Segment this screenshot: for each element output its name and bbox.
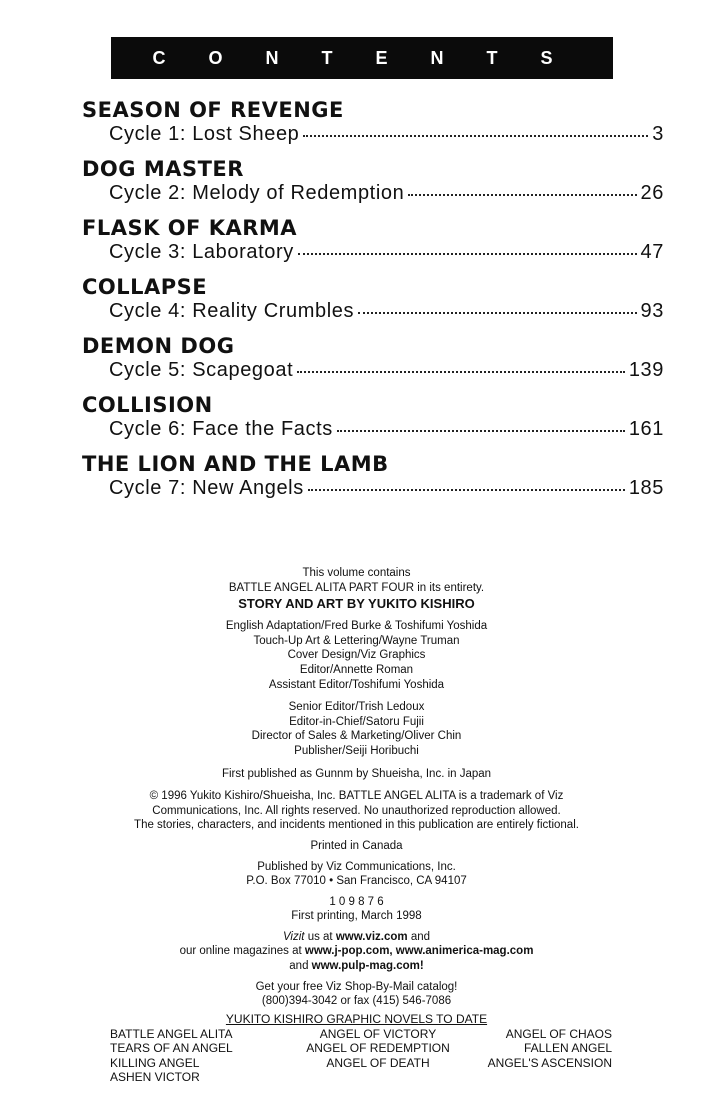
page-number: 185 [628,477,664,499]
novel-title: ANGEL OF DEATH [326,1055,430,1070]
staff-credit: Editor/Annette Roman [299,663,414,676]
table-of-contents [82,98,664,511]
phone-line: (800)394-3042 or fax (415) 546-7086 [261,995,452,1008]
toc-entry [109,240,664,264]
page-number: 93 [640,300,664,322]
section-title: DOG MASTER [82,157,244,181]
copyright-line: Communications, Inc. All rights reserved. No unauthorized reproduction allowed. [152,804,561,817]
story-art-credit: STORY AND ART BY YUKITO KISHIRO [238,596,475,612]
copyright-line: © 1996 Yukito Kishiro/Shueisha, Inc. BATTLE ANGEL ALITA is a trademark of Viz [149,790,564,803]
novels-heading: YUKITO KISHIRO GRAPHIC NOVELS TO DATE [225,1012,488,1026]
staff-credit: Senior Editor/Trish Ledoux [288,701,425,714]
section-title: THE LION AND THE LAMB [82,452,389,476]
copyright-line: The stories, characters, and incidents mentioned in this publication are entirely fictional. [134,819,579,832]
catalog-line: Get your free Viz Shop-By-Mail catalog! [255,980,458,993]
magazine-urls[interactable]: www.j-pop.com, www.animerica-mag.com [304,945,534,958]
credits-intro: BATTLE ANGEL ALITA PART FOUR in its entirety. [228,581,485,594]
page-number: 47 [640,241,664,263]
first-published: First published as Gunnm by Shueisha, Inc. in Japan [221,767,492,780]
staff-credit: Publisher/Seiji Horibuchi [294,744,419,757]
publisher-line: Published by Viz Communications, Inc. [257,860,456,873]
novel-title: ANGEL OF CHAOS [505,1027,612,1041]
viz-url[interactable]: www.viz.com [335,930,408,943]
printed-in: Printed in Canada [310,839,403,852]
pulp-url[interactable]: www.pulp-mag.com! [311,960,424,973]
first-printing: First printing, March 1998 [291,910,422,923]
credits-block [0,566,713,1009]
pulp-line: and www.pulp-mag.com! [289,960,424,973]
cycle-title: Cycle 3: Laboratory [109,241,294,263]
section-title: DEMON DOG [82,334,235,358]
staff-credit: Editor-in-Chief/Satoru Fujii [289,715,424,728]
staff-credit: Cover Design/Viz Graphics [287,649,426,662]
page-number: 3 [652,123,664,145]
dot-leader [303,135,648,137]
toc-entry [109,358,664,382]
cycle-title: Cycle 1: Lost Sheep [109,123,300,145]
dot-leader [297,371,625,373]
printing-numbers: 1 0 9 8 7 6 [329,895,384,908]
cycle-title: Cycle 7: New Angels [109,477,304,499]
novel-title: BATTLE ANGEL ALITA [110,1027,233,1041]
novels-column-left [110,1027,233,1085]
section-title: FLASK OF KARMA [82,216,298,240]
publisher-address: P.O. Box 77010 • San Francisco, CA 94107 [246,875,467,888]
dot-leader [337,430,625,432]
toc-entry [109,122,664,146]
dot-leader [298,253,637,255]
page-number: 161 [628,418,664,440]
cycle-title: Cycle 2: Melody of Redemption [109,182,405,204]
staff-credit: English Adaptation/Fred Burke & Toshifumi Yoshida [225,620,488,633]
section-title: COLLAPSE [82,275,208,299]
toc-entry [109,299,664,323]
contents-banner: C O N T E N T S [111,37,613,79]
staff-credit: Touch-Up Art & Lettering/Wayne Truman [253,634,460,647]
novels-column-right [470,1027,612,1070]
toc-section [82,98,664,157]
page-number: 139 [628,359,664,381]
cycle-title: Cycle 5: Scapegoat [109,359,294,381]
vizit-word: Vizit [282,930,305,943]
novels-column-middle [290,1027,466,1070]
section-title: SEASON OF REVENGE [82,98,344,122]
cycle-title: Cycle 6: Face the Facts [109,418,333,440]
page-number: 26 [640,182,664,204]
magazines-line: our online magazines at www.j-pop.com, www.animerica-mag.com [179,945,534,958]
dot-leader [408,194,636,196]
toc-section [82,393,664,452]
toc-section [82,216,664,275]
dot-leader [308,489,625,491]
novel-title: ANGEL'S ASCENSION [487,1055,612,1070]
novel-title: KILLING ANGEL [110,1055,200,1070]
toc-entry [109,181,664,205]
section-title: COLLISION [82,393,213,417]
novel-title: ASHEN VICTOR [110,1070,200,1085]
toc-section [82,452,664,511]
vizit-line: Vizit us at www.viz.com and [282,930,431,943]
toc-section [82,157,664,216]
dot-leader [358,312,636,314]
novel-title: ANGEL OF VICTORY [319,1027,437,1041]
toc-section [82,275,664,334]
staff-credit: Director of Sales & Marketing/Oliver Chin [251,730,462,743]
novel-title: TEARS OF AN ANGEL [110,1041,233,1056]
novel-title: ANGEL OF REDEMPTION [306,1041,450,1056]
credits-intro: This volume contains [302,567,411,579]
toc-entry [109,476,664,500]
toc-section [82,334,664,393]
toc-entry [109,417,664,441]
novel-title: FALLEN ANGEL [523,1041,612,1056]
cycle-title: Cycle 4: Reality Crumbles [109,300,355,322]
staff-credit: Assistant Editor/Toshifumi Yoshida [268,678,445,691]
